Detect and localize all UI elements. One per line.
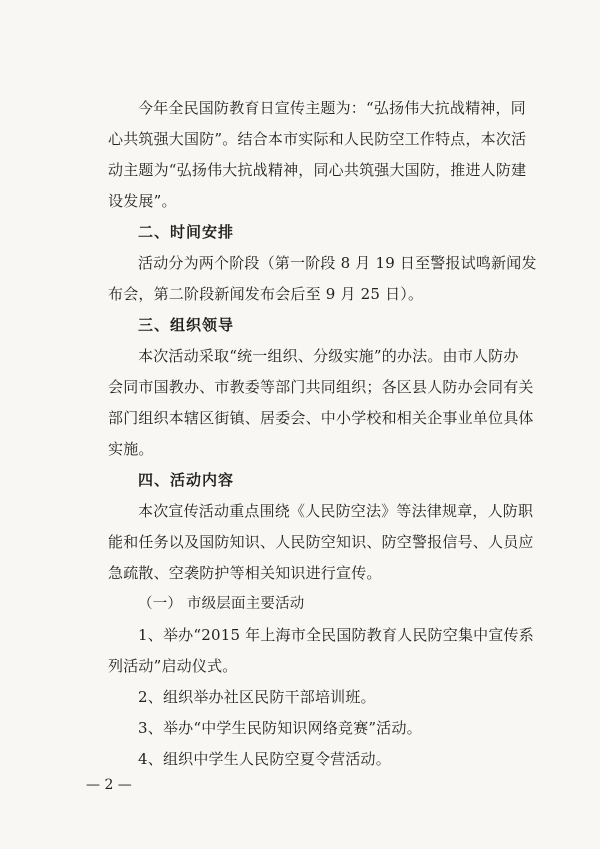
paragraph-line: 动主题为“弘扬伟大抗战精神，同心共筑强大国防，推进人防建 bbox=[108, 161, 527, 179]
paragraph-line: 布会，第二阶段新闻发布会后至 9 月 25 日）。 bbox=[108, 285, 424, 303]
paragraph-line: 本次活动采取“统一组织、分级实施”的办法。由市人防办 bbox=[138, 347, 519, 365]
list-item: 列活动”启动仪式。 bbox=[108, 657, 238, 675]
section-heading-time: 二、时间安排 bbox=[138, 223, 235, 241]
paragraph-line: 实施。 bbox=[108, 440, 154, 458]
paragraph-line: 心共筑强大国防”。结合本市实际和人民防空工作特点，本次活 bbox=[108, 130, 527, 148]
paragraph-line: 急疏散、空袭防护等相关知识进行宣传。 bbox=[108, 564, 382, 582]
paragraph-line: 设发展”。 bbox=[108, 192, 177, 210]
subsection-heading-city-level: （一） 市级层面主要活动 bbox=[138, 596, 305, 612]
paragraph-line: 活动分为两个阶段（第一阶段 8 月 19 日至警报试鸣新闻发 bbox=[138, 254, 537, 272]
list-item: 2、组织举办社区民防干部培训班。 bbox=[138, 688, 376, 706]
paragraph-line: 部门组织本辖区街镇、居委会、中小学校和相关企事业单位具体 bbox=[108, 409, 534, 427]
section-heading-organization: 三、组织领导 bbox=[138, 316, 235, 334]
list-item: 3、举办“中学生民防知识网络竞赛”活动。 bbox=[138, 719, 422, 737]
paragraph-line: 本次宣传活动重点围绕《人民防空法》等法律规章，人防职 bbox=[138, 502, 534, 520]
paragraph-line: 会同市国教办、市教委等部门共同组织；各区县人防办会同有关 bbox=[108, 378, 534, 396]
section-heading-content: 四、活动内容 bbox=[138, 471, 235, 489]
paragraph-line: 能和任务以及国防知识、人民防空知识、防空警报信号、人员应 bbox=[108, 533, 534, 551]
list-item: 1、举办“2015 年上海市全民国防教育人民防空集中宣传系 bbox=[138, 626, 534, 644]
page-number: — 2 — bbox=[86, 777, 132, 793]
paragraph-line: 今年全民国防教育日宣传主题为：“弘扬伟大抗战精神，同 bbox=[138, 99, 526, 117]
bleed-through-decoration bbox=[80, 200, 90, 233]
list-item: 4、组织中学生人民防空夏令营活动。 bbox=[138, 750, 391, 768]
